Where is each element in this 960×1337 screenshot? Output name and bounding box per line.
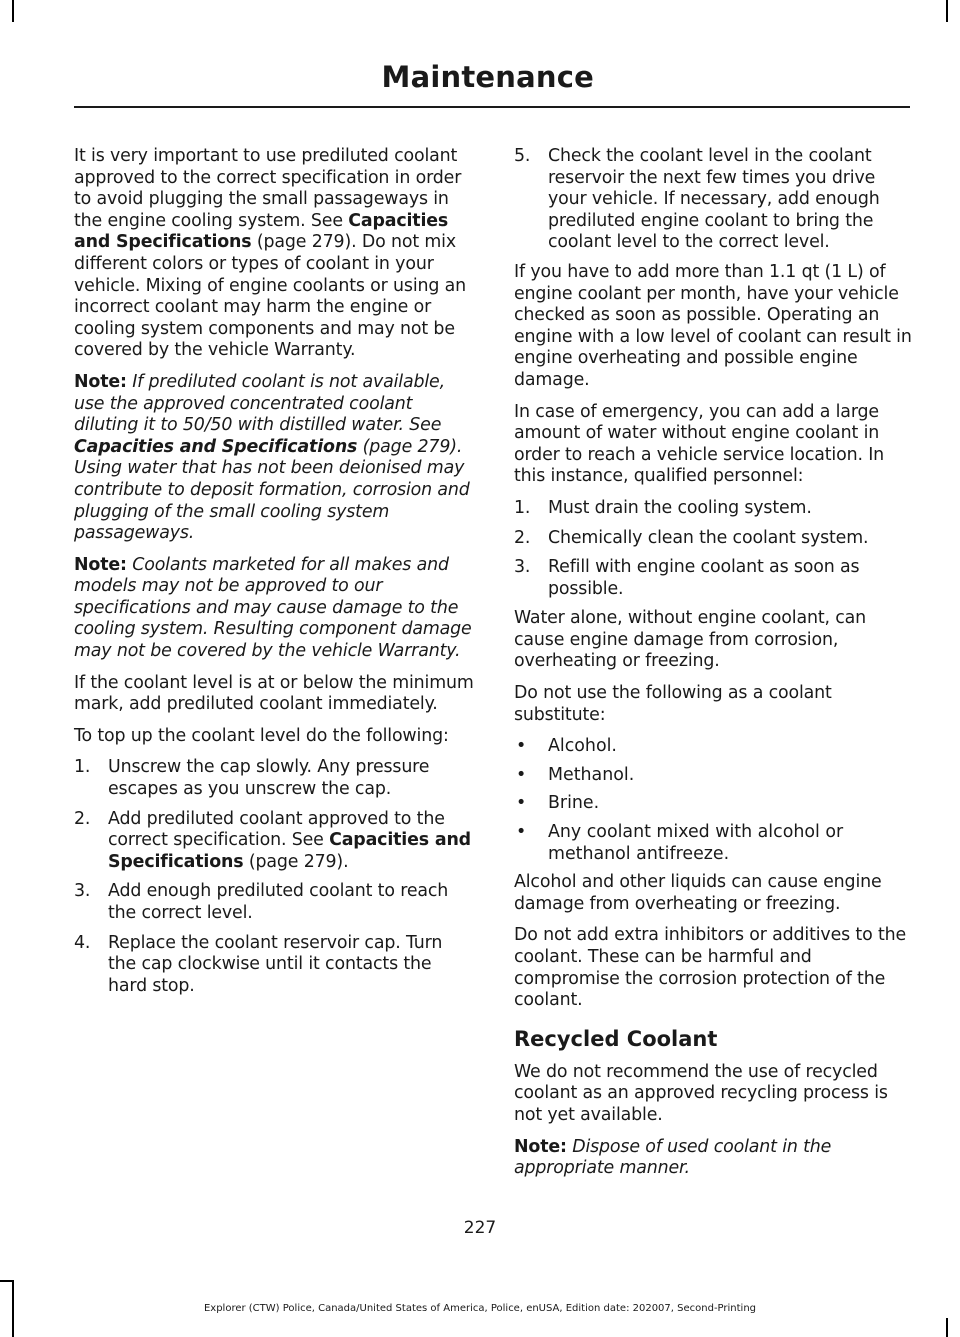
page-title: Maintenance [381, 60, 594, 94]
paragraph-water-alone: Water alone, without engine coolant, can cause engine damage from corrosion, overheating or freezing. [514, 608, 867, 672]
list-item: 5. Check the coolant level in the coolant reservoir the next few times you drive your vehicle. If necessary, add enough prediluted engine coolant to bring the coolant level to the correct level. [514, 146, 880, 253]
list-item: 2. Chemically clean the coolant system. [514, 527, 869, 548]
bullet-icon: • [516, 736, 527, 757]
paragraph-recycled: We do not recommend the use of recycled coolant as an approved recycling process is not yet available. [514, 1061, 888, 1125]
crop-mark-bottom-left-h [0, 1280, 12, 1282]
right-column [514, 146, 914, 1190]
paragraph-prediluted: It is very important to use prediluted coolant approved to the correct specification in order to avoid plugging the small passageways in the engine cooling system. See Capacities and Specifications (page 279). Do not mix different colors or types of coolant in your vehicle. Mixing of engine coolants or using an incorrect coolant may harm the engine or cooling system components and may not be covered by the vehicle Warranty. [74, 146, 467, 361]
paragraph-emergency: In case of emergency, you can add a large amount of water without engine coolant in order to reach a vehicle service location. In this instance, qualified personnel: [514, 401, 885, 487]
paragraph-level: If the coolant level is at or below the minimum mark, add prediluted coolant immediately. [74, 672, 474, 715]
crop-mark-top-left [12, 0, 14, 22]
note-concentrated: Note: If prediluted coolant is not available, use the approved concentrated coolant diluting it to 50/50 with distilled water. See Capacities and Specifications (page 279). Using water that has not been deionised may contribute to deposit formation, corrosion and plugging of the small cooling system passageways. [74, 371, 470, 544]
crop-mark-bottom-right [946, 1318, 948, 1337]
list-item: 4. Replace the coolant reservoir cap. Turn the cap clockwise until it contacts the hard stop. [74, 932, 443, 996]
paragraph-add-more: If you have to add more than 1.1 qt (1 L) of engine coolant per month, have your vehicle checked as soon as possible. Operating an engine with a low level of coolant can result in engine overheating and possible engine damage. [514, 261, 912, 390]
list-item: 1. Must drain the cooling system. [514, 497, 812, 518]
list-item: 2. Add prediluted coolant approved to the correct specification. See Capacities and Specifications (page 279). [74, 808, 471, 872]
list-item: 1. Unscrew the cap slowly. Any pressure escapes as you unscrew the cap. [74, 757, 430, 800]
paragraph-inhibitors: Do not add extra inhibitors or additives to the coolant. These can be harmful and compromise the corrosion protection of the coolant. [514, 925, 907, 1011]
capacities-link[interactable]: Capacities and Specifications [74, 436, 358, 457]
crop-mark-top-right [946, 0, 948, 22]
bullet-icon: • [516, 764, 527, 785]
left-column [74, 146, 474, 1005]
paragraph-topup: To top up the coolant level do the following: [74, 725, 449, 746]
bullet-icon: • [516, 822, 527, 843]
footer-edition-info: Explorer (CTW) Police, Canada/United States of America, Police, enUSA, Edition date: 202007, Second-Printing [203, 1303, 757, 1314]
capacities-link[interactable]: Capacities and Specifications [74, 210, 449, 253]
list-item: • Brine. [516, 793, 600, 814]
list-item: 3. Refill with engine coolant as soon as possible. [514, 557, 860, 599]
header-divider [74, 106, 910, 108]
list-item: • Any coolant mixed with alcohol or methanol antifreeze. [516, 822, 844, 864]
bullet-icon: • [516, 793, 527, 814]
list-item: • Alcohol. [516, 736, 617, 757]
page-number: 227 [463, 1218, 497, 1238]
capacities-link[interactable]: Capacities and Specifications [108, 830, 471, 872]
paragraph-alcohol: Alcohol and other liquids can cause engine damage from overheating or freezing. [514, 872, 882, 914]
list-item: • Methanol. [516, 764, 635, 785]
section-heading-recycled-coolant: Recycled Coolant [514, 1026, 718, 1051]
paragraph-do-not-use: Do not use the following as a coolant substitute: [514, 683, 832, 725]
list-item: 3. Add enough prediluted coolant to reach the correct level. [74, 881, 449, 923]
note-dispose: Note: Dispose of used coolant in the appropriate manner. [514, 1136, 832, 1179]
note-marketed-coolants: Note: Coolants marketed for all makes and models may not be approved to our specifications and may cause damage to the cooling system. Resulting component damage may not be covered by the vehicle Warranty. [74, 554, 472, 662]
